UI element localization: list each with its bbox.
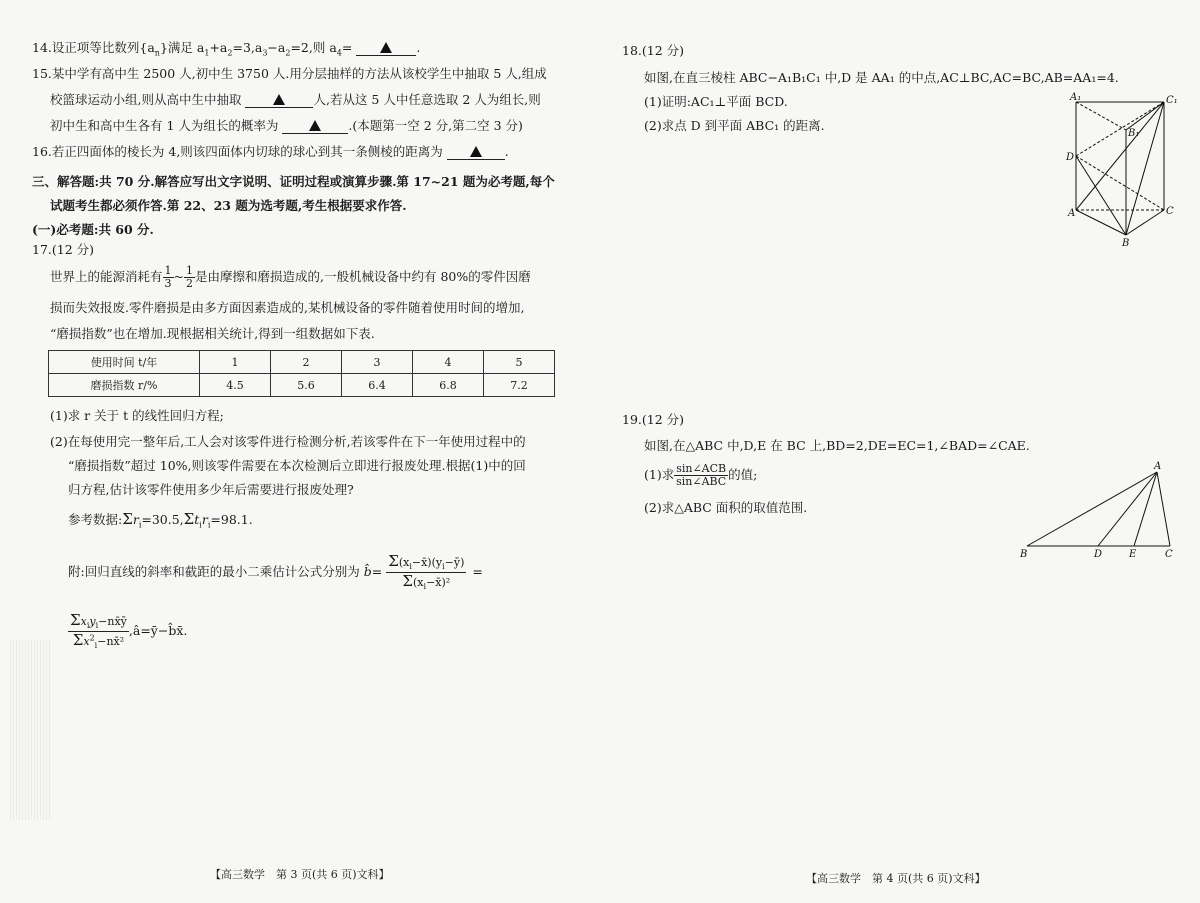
q17-reference-data: 参考数据$:\Sigma r_i=30.5,\Sigma t_ir_i=98.1$. [68, 510, 253, 530]
scan-noise [10, 640, 50, 820]
q19-part1: (1)求 $\frac{\text{sin∠ACB}}{\text{sin∠ABC}}$ 的值; [644, 462, 758, 489]
q17-part1: (1)求 r 关于 t 的线性回归方程; [50, 408, 224, 423]
right-footer: 【高三数学 第 4 页(共 6 页)文科】 [806, 872, 986, 885]
q17-formula-line2: $\frac{\Sigma x_iy_i-nx̄ȳ}{\Sigma x^2_i-nx̄^2}$ ,â=ȳ−b̂x̄. [70, 611, 188, 651]
question-15-line2: 校篮球运动小组,则从高中生中抽取 人,若从这 5 人中任意选取 2 人为组长,则 [50, 92, 541, 107]
question-15-line3: 初中生和高中生各有 1 人为组长的概率为 .(本题第一空 2 分,第二空 3 分) [50, 118, 523, 133]
q17-header: 17.(12 分) [32, 242, 95, 257]
fraction: $\frac{1}{3}$ [164, 264, 172, 291]
answer-blank [356, 42, 416, 56]
left-footer: 【高三数学 第 3 页(共 6 页)文科】 [210, 868, 390, 881]
svg-text:A: A [1068, 208, 1076, 219]
q17-formula-line1: 附:回归直线的斜率和截距的最小二乘估计公式分别为 b̂ = $\frac{\Sigma(x_i-x̄)(y_i-ȳ)}{\Sigma(x_i-x̄)^2}$ = [68, 552, 483, 592]
svg-text:A: A [1154, 461, 1162, 472]
svg-text:C: C [1165, 549, 1173, 560]
triangle-icon [470, 146, 482, 157]
q17-part2-line2: “磨损指数”超过 10%,则该零件需要在本次检测后立即进行报废处理.根据(1)中的回 [68, 458, 526, 473]
q17-paragraph1: 世界上的能源消耗有 $\frac{1}{3}$ ~ $\frac{1}{2}$ 是由摩擦和磨损造成的,一般机械设备中约有 80%的零件因磨 [50, 264, 531, 291]
question-15-line1: 15.某中学有高中生 2500 人,初中生 3750 人.用分层抽样的方法从该校学生中抽取 5 人,组成 [32, 66, 547, 81]
required-heading: (一)必考题:共 60 分. [32, 222, 154, 237]
q18-header: 18.(12 分) [622, 43, 685, 58]
answer-blank [447, 146, 505, 160]
answer-blank [282, 120, 348, 134]
table-row: 使用时间 t/年 1 2 3 4 5 [49, 351, 555, 374]
svg-text:E: E [1129, 549, 1137, 560]
q17-part2-line3: 归方程,估计该零件使用多少年后需要进行报废处理? [68, 482, 354, 497]
svg-text:A₁: A₁ [1070, 92, 1082, 103]
fraction: $\frac{\text{sin∠ACB}}{\text{sin∠ABC}}$ [676, 462, 727, 489]
q17-paragraph3: “磨损指数”也在增加.现根据相关统计,得到一组数据如下表. [50, 326, 375, 341]
q19-part2: (2)求△ABC 面积的取值范围. [644, 500, 808, 515]
question-14: 14.设正项等比数列$\{a_n\}$满足 $a_1+a_2=3,a_3-a_2=2$,则 $a_4=$ . [32, 40, 421, 58]
q18-intro: 如图,在直三棱柱 ABC−A₁B₁C₁ 中,D 是 AA₁ 的中点,AC⊥BC,AC=BC,AB=AA₁=4. [644, 70, 1119, 85]
wear-table [48, 350, 555, 397]
triangle-icon [309, 120, 321, 131]
section-heading: 三、解答题:共 70 分.解答应写出文字说明、证明过程或演算步骤.第 17~21 题为必考题,每个 [32, 174, 555, 189]
q18-part1: (1)证明:AC₁⊥平面 BCD. [644, 94, 788, 109]
svg-text:B: B [1122, 238, 1130, 249]
q14-number: 14. [32, 40, 52, 55]
svg-text:D: D [1066, 152, 1075, 163]
fraction: $\frac{\Sigma(x_i-x̄)(y_i-ȳ)}{\Sigma(x_i-x̄)^2}$ [388, 552, 465, 592]
question-16: 16.若正四面体的棱长为 4,则该四面体内切球的球心到其一条侧棱的距离为 . [32, 144, 509, 159]
fraction: $\frac{1}{2}$ [186, 264, 193, 291]
triangle-icon [273, 94, 285, 105]
triangle-icon [380, 42, 392, 53]
q17-paragraph2: 损而失效报废.零件磨损是由多方面因素造成的,某机械设备的零件随着使用时间的增加, [50, 300, 525, 315]
triangle-figure [1015, 458, 1185, 560]
fraction: $\frac{\Sigma x_iy_i-nx̄ȳ}{\Sigma x^2_i-nx̄^2}$ [70, 611, 127, 651]
q19-header: 19.(12 分) [622, 412, 685, 427]
svg-text:B: B [1020, 549, 1028, 560]
answer-blank [245, 94, 313, 108]
svg-text:B₁: B₁ [1128, 128, 1140, 139]
q19-intro: 如图,在△ABC 中,D,E 在 BC 上,BD=2,DE=EC=1,∠BAD=∠CAE. [644, 438, 1030, 453]
svg-text:D: D [1094, 549, 1103, 560]
q18-part2: (2)求点 D 到平面 ABC₁ 的距离. [644, 118, 825, 133]
svg-text:C: C [1166, 206, 1174, 217]
table-row: 磨损指数 r/% 4.5 5.6 6.4 6.8 7.2 [49, 374, 555, 397]
prism-figure [1060, 90, 1185, 250]
svg-text:C₁: C₁ [1166, 95, 1178, 106]
q17-part2-line1: (2)在每使用完一整年后,工人会对该零件进行检测分析,若该零件在下一年使用过程中的 [50, 434, 526, 449]
wear-table-wrap [48, 350, 580, 397]
section-heading-line2: 试题考生都必须作答.第 22、23 题为选考题,考生根据要求作答. [50, 198, 407, 213]
